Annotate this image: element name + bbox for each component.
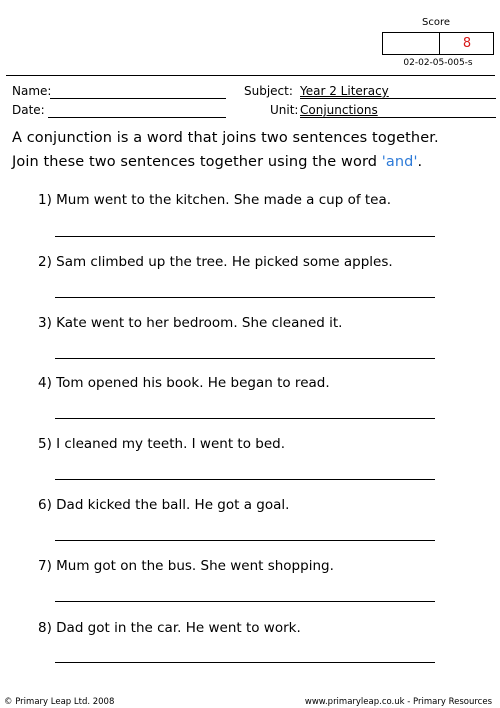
answer-line-4[interactable] <box>55 418 435 419</box>
header-top-rule <box>6 75 495 76</box>
question-4: 4) Tom opened his book. He began to read. <box>38 375 330 391</box>
subject-field-line <box>300 98 496 99</box>
question-8: 8) Dad got in the car. He went to work. <box>38 620 301 636</box>
question-6: 6) Dad kicked the ball. He got a goal. <box>38 497 290 513</box>
name-field-line[interactable] <box>50 98 226 99</box>
score-box <box>382 32 494 55</box>
date-label: Date: <box>12 103 45 117</box>
score-value: 8 <box>462 36 472 51</box>
subject-value: Year 2 Literacy <box>300 84 389 98</box>
unit-label: Unit: <box>270 103 299 117</box>
date-field-line[interactable] <box>48 117 226 118</box>
sheet-code: 02-02-05-005-s <box>403 58 473 68</box>
question-7: 7) Mum got on the bus. She went shopping. <box>38 558 334 574</box>
footer-website[interactable]: www.primaryleap.co.uk - Primary Resources <box>304 697 492 707</box>
instruction-period: . <box>417 154 423 170</box>
answer-line-1[interactable] <box>55 236 435 237</box>
name-label: Name: <box>12 84 52 98</box>
instruction-line-1: A conjunction is a word that joins two sentences together. <box>12 130 439 146</box>
answer-line-3[interactable] <box>55 358 435 359</box>
question-5: 5) I cleaned my teeth. I went to bed. <box>38 436 286 452</box>
answer-line-5[interactable] <box>55 479 435 480</box>
unit-field-line <box>300 117 496 118</box>
question-2: 2) Sam climbed up the tree. He picked some apples. <box>38 254 393 270</box>
subject-label: Subject: <box>244 84 293 98</box>
answer-line-2[interactable] <box>55 297 435 298</box>
question-3: 3) Kate went to her bedroom. She cleaned it. <box>38 315 343 331</box>
score-label: Score <box>421 17 450 28</box>
question-1: 1) Mum went to the kitchen. She made a cup of tea. <box>38 192 392 208</box>
instruction-text: Join these two sentences together using the word <box>12 154 382 170</box>
answer-line-8[interactable] <box>55 662 435 663</box>
instruction-line-2 <box>12 154 422 170</box>
unit-value: Conjunctions <box>300 103 378 117</box>
footer-copyright: © Primary Leap Ltd. 2008 <box>4 697 115 707</box>
answer-line-6[interactable] <box>55 540 435 541</box>
keyword-and: 'and' <box>381 154 418 170</box>
answer-line-7[interactable] <box>55 601 435 602</box>
